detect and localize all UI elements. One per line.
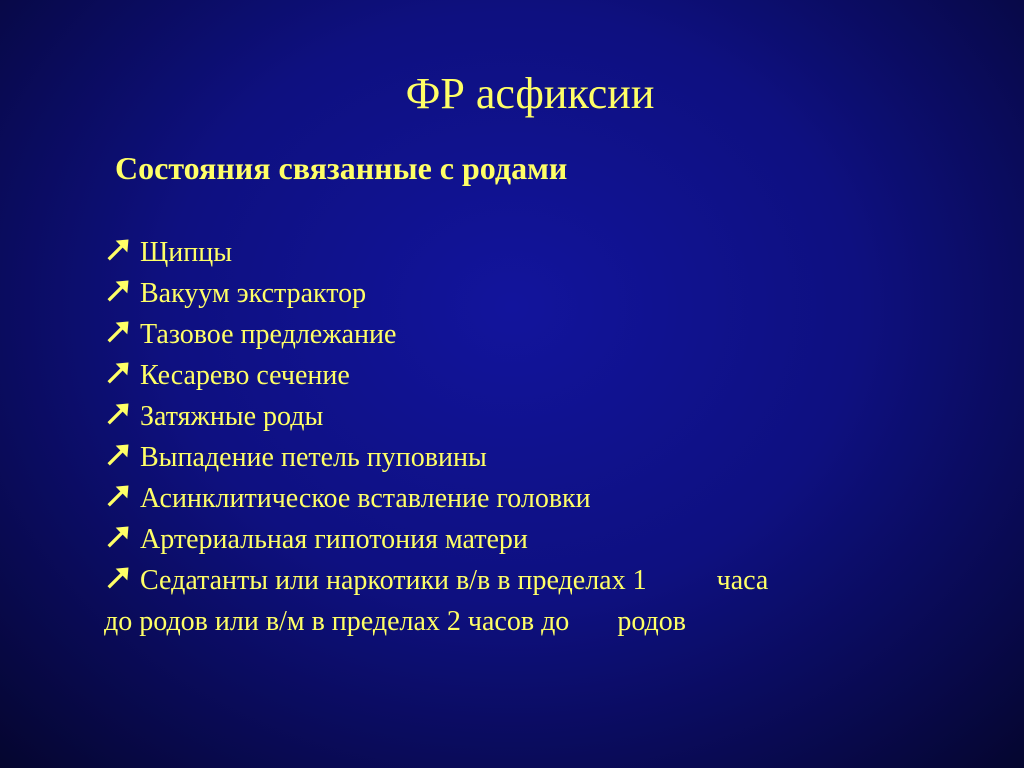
continuation-text-end: родов xyxy=(617,606,686,637)
list-item-label: Вакуум экстрактор xyxy=(140,278,367,309)
list-item xyxy=(104,355,924,396)
bullet-list xyxy=(104,232,924,601)
list-item xyxy=(104,396,924,437)
list-item xyxy=(104,519,924,560)
list-item xyxy=(104,273,924,314)
arrow-up-right-icon xyxy=(104,359,132,387)
arrow-up-right-icon xyxy=(104,482,132,510)
list-item-label: Артериальная гипотония матери xyxy=(140,524,528,555)
slide-title: ФР асфиксии xyxy=(405,69,655,118)
arrow-up-right-icon xyxy=(104,400,132,428)
list-item-label: Щипцы xyxy=(140,237,233,268)
arrow-up-right-icon xyxy=(104,318,132,346)
list-item-label: Затяжные роды xyxy=(140,401,324,432)
arrow-up-right-icon xyxy=(104,441,132,469)
arrow-up-right-icon xyxy=(104,564,132,592)
arrow-up-right-icon xyxy=(104,236,132,264)
list-item xyxy=(104,478,924,519)
list-item xyxy=(104,314,924,355)
continuation-text: до родов или в/м в пределах 2 часов до xyxy=(104,606,570,637)
list-item xyxy=(104,437,924,478)
list-item-label: Тазовое предлежание xyxy=(140,319,397,350)
arrow-up-right-icon xyxy=(104,523,132,551)
list-item-label: Асинклитическое вставление головки xyxy=(140,483,591,514)
slide-subtitle: Состояния связанные с родами xyxy=(115,150,568,186)
arrow-up-right-icon xyxy=(104,277,132,305)
list-item-label: Седатанты или наркотики в/в в пределах 1 xyxy=(140,565,647,596)
list-item-label: Выпадение петель пуповины xyxy=(140,442,487,473)
list-item-continuation xyxy=(104,601,686,642)
list-item-label-unit: часа xyxy=(716,565,769,596)
list-item xyxy=(104,232,924,273)
list-item-label: Кесарево сечение xyxy=(140,360,350,391)
list-item-last xyxy=(104,560,924,601)
